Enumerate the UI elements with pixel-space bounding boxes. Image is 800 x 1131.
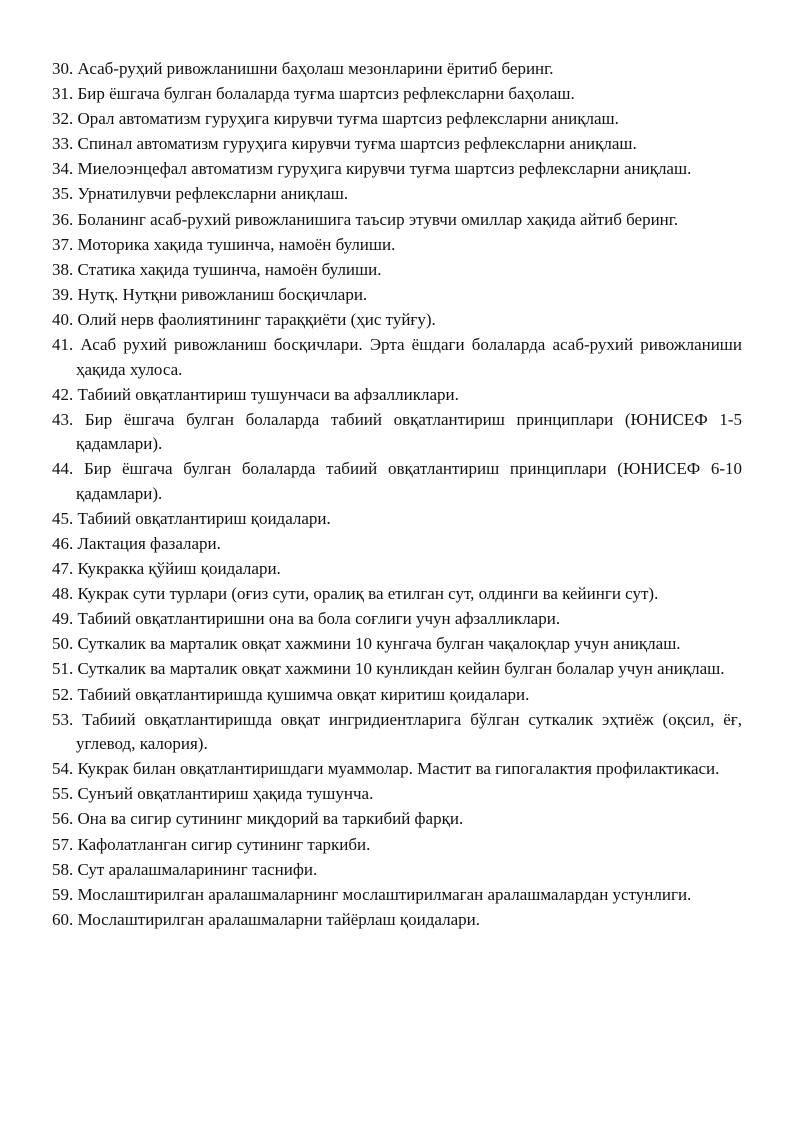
question-text: Табиий овқатлантириш қоидалари. <box>77 508 331 528</box>
question-text: Асаб-руҳий ривожланишни баҳолаш мезонларини ёритиб беринг. <box>77 59 554 78</box>
question-item <box>52 383 742 408</box>
question-number: 55. <box>52 784 74 804</box>
question-number: 53. <box>52 709 74 729</box>
question-number: 39. <box>52 284 74 304</box>
question-item <box>52 708 742 757</box>
question-number: 50. <box>52 634 74 654</box>
question-item <box>52 908 742 933</box>
question-text: Сунъий овқатлантириш ҳақида тушунча. <box>77 784 374 804</box>
question-number: 47. <box>52 559 74 579</box>
question-item <box>52 283 742 308</box>
question-number: 46. <box>52 534 74 553</box>
question-text: Кукрак сути турлари (оғиз сути, оралиқ ва етилган сут, олдинги ва кейинги сут). <box>77 584 659 604</box>
question-text: Нутқ. Нутқни ривожланиш босқичлари. <box>77 284 368 304</box>
question-text: Миелоэнцефал автоматизм гуруҳига кирувчи туғма шартсиз рефлексларни аниқлаш. <box>77 159 692 179</box>
question-number: 32. <box>52 109 74 129</box>
question-item <box>52 333 742 382</box>
question-item <box>52 858 742 883</box>
question-item <box>52 82 742 107</box>
question-text: Суткалик ва марталик овқат хажмини 10 кунгача булган чақалоқлар учун аниқлаш. <box>77 634 681 654</box>
question-text: Бир ёшгача булган болаларда туғма шартсиз рефлексларни баҳолаш. <box>77 84 575 104</box>
question-item <box>52 208 742 233</box>
question-text: Кафолатланган сигир сутининг таркиби. <box>77 834 371 854</box>
question-number: 59. <box>52 884 74 904</box>
question-text: Бир ёшгача булган болаларда табиий овқатлантириш принциплари (ЮНИСЕФ 6-10 қадамлари). <box>76 459 742 503</box>
question-item <box>52 532 742 557</box>
question-number: 36. <box>52 209 74 229</box>
question-text: Лактация фазалари. <box>77 534 221 553</box>
question-number: 56. <box>52 809 74 829</box>
question-text: Табиий овқатлантиришда қушимча овқат киритиш қоидалари. <box>77 684 530 704</box>
question-item <box>52 632 742 657</box>
question-item <box>52 833 742 858</box>
question-text: Олий нерв фаолиятининг тараққиёти (ҳис туйғу). <box>77 309 436 329</box>
question-item <box>52 182 742 207</box>
question-text: Спинал автоматизм гуруҳига кирувчи туғма шартсиз рефлексларни аниқлаш. <box>77 134 637 154</box>
question-text: Табиий овқатлантиришда овқат ингридиентларига бўлган суткалик эҳтиёж (оқсил, ёғ, углевод, калория). <box>76 709 742 754</box>
question-list <box>52 57 742 932</box>
question-item <box>52 57 742 82</box>
question-text: Кукракка қўйиш қоидалари. <box>77 559 281 579</box>
question-text: Боланинг асаб-рухий ривожланишига таъсир этувчи омиллар хақида айтиб беринг. <box>77 209 679 229</box>
question-number: 44. <box>52 459 74 479</box>
question-text: Сут аралашмаларининг таснифи. <box>77 859 318 879</box>
question-item <box>52 883 742 908</box>
question-text: Суткалик ва марталик овқат хажмини 10 кунликдан кейин булган болалар учун аниқлаш. <box>77 659 725 679</box>
question-item <box>52 258 742 283</box>
question-number: 57. <box>52 834 74 854</box>
question-number: 41. <box>52 335 74 355</box>
question-number: 38. <box>52 259 74 279</box>
question-item <box>52 457 742 506</box>
question-item <box>52 132 742 157</box>
question-item <box>52 607 742 632</box>
question-number: 58. <box>52 859 74 879</box>
question-text: Орал автоматизм гуруҳига кирувчи туғма шартсиз рефлексларни аниқлаш. <box>77 109 619 129</box>
question-text: Бир ёшгача булган болаларда табиий овқатлантириш принциплари (ЮНИСЕФ 1-5 қадамлари). <box>76 409 743 454</box>
question-number: 43. <box>52 409 74 429</box>
question-text: Мослаштирилган аралашмаларнинг мослаштирилмаган аралашмалардан устунлиги. <box>77 884 692 904</box>
question-item <box>52 308 742 333</box>
question-item <box>52 157 742 182</box>
question-text: Табиий овқатлантириш тушунчаси ва афзалликлари. <box>77 384 459 404</box>
question-number: 42. <box>52 384 74 404</box>
question-text: Урнатилувчи рефлексларни аниқлаш. <box>77 184 349 204</box>
question-number: 60. <box>52 909 74 929</box>
question-number: 40. <box>52 309 74 329</box>
question-text: Статика хақида тушинча, намоён булиши. <box>77 259 382 279</box>
question-item <box>52 683 742 708</box>
question-item <box>52 782 742 807</box>
question-number: 49. <box>52 609 74 629</box>
question-number: 35. <box>52 184 74 204</box>
question-item <box>52 757 742 782</box>
question-text: Кукрак билан овқатлантиришдаги муаммолар. Мастит ва гипогалактия профилактикаси. <box>77 759 720 779</box>
question-number: 51. <box>52 659 74 679</box>
question-number: 48. <box>52 584 74 604</box>
question-text: Табиий овқатлантиришни она ва бола соғлиги учун афзалликлари. <box>77 609 561 629</box>
question-number: 33. <box>52 134 74 154</box>
question-number: 31. <box>52 84 74 104</box>
question-item <box>52 807 742 832</box>
question-item <box>52 657 742 682</box>
question-item <box>52 233 742 258</box>
question-item <box>52 107 742 132</box>
question-number: 45. <box>52 508 74 528</box>
document-page <box>52 57 742 933</box>
question-text: Моторика хақида тушинча, намоён булиши. <box>77 234 396 254</box>
question-item <box>52 507 742 532</box>
question-item <box>52 408 742 457</box>
question-text: Мослаштирилган аралашмаларни тайёрлаш қоидалари. <box>77 909 480 929</box>
question-number: 30. <box>52 59 74 78</box>
question-number: 54. <box>52 759 74 779</box>
question-number: 52. <box>52 684 74 704</box>
question-number: 34. <box>52 159 74 179</box>
question-text: Асаб рухий ривожланиш босқичлари. Эрта ёшдаги болаларда асаб-рухий ривожланиши ҳақида хулоса. <box>76 335 743 379</box>
question-item <box>52 557 742 582</box>
question-item <box>52 582 742 607</box>
question-text: Она ва сигир сутининг миқдорий ва таркибий фарқи. <box>77 809 464 829</box>
question-number: 37. <box>52 234 74 254</box>
